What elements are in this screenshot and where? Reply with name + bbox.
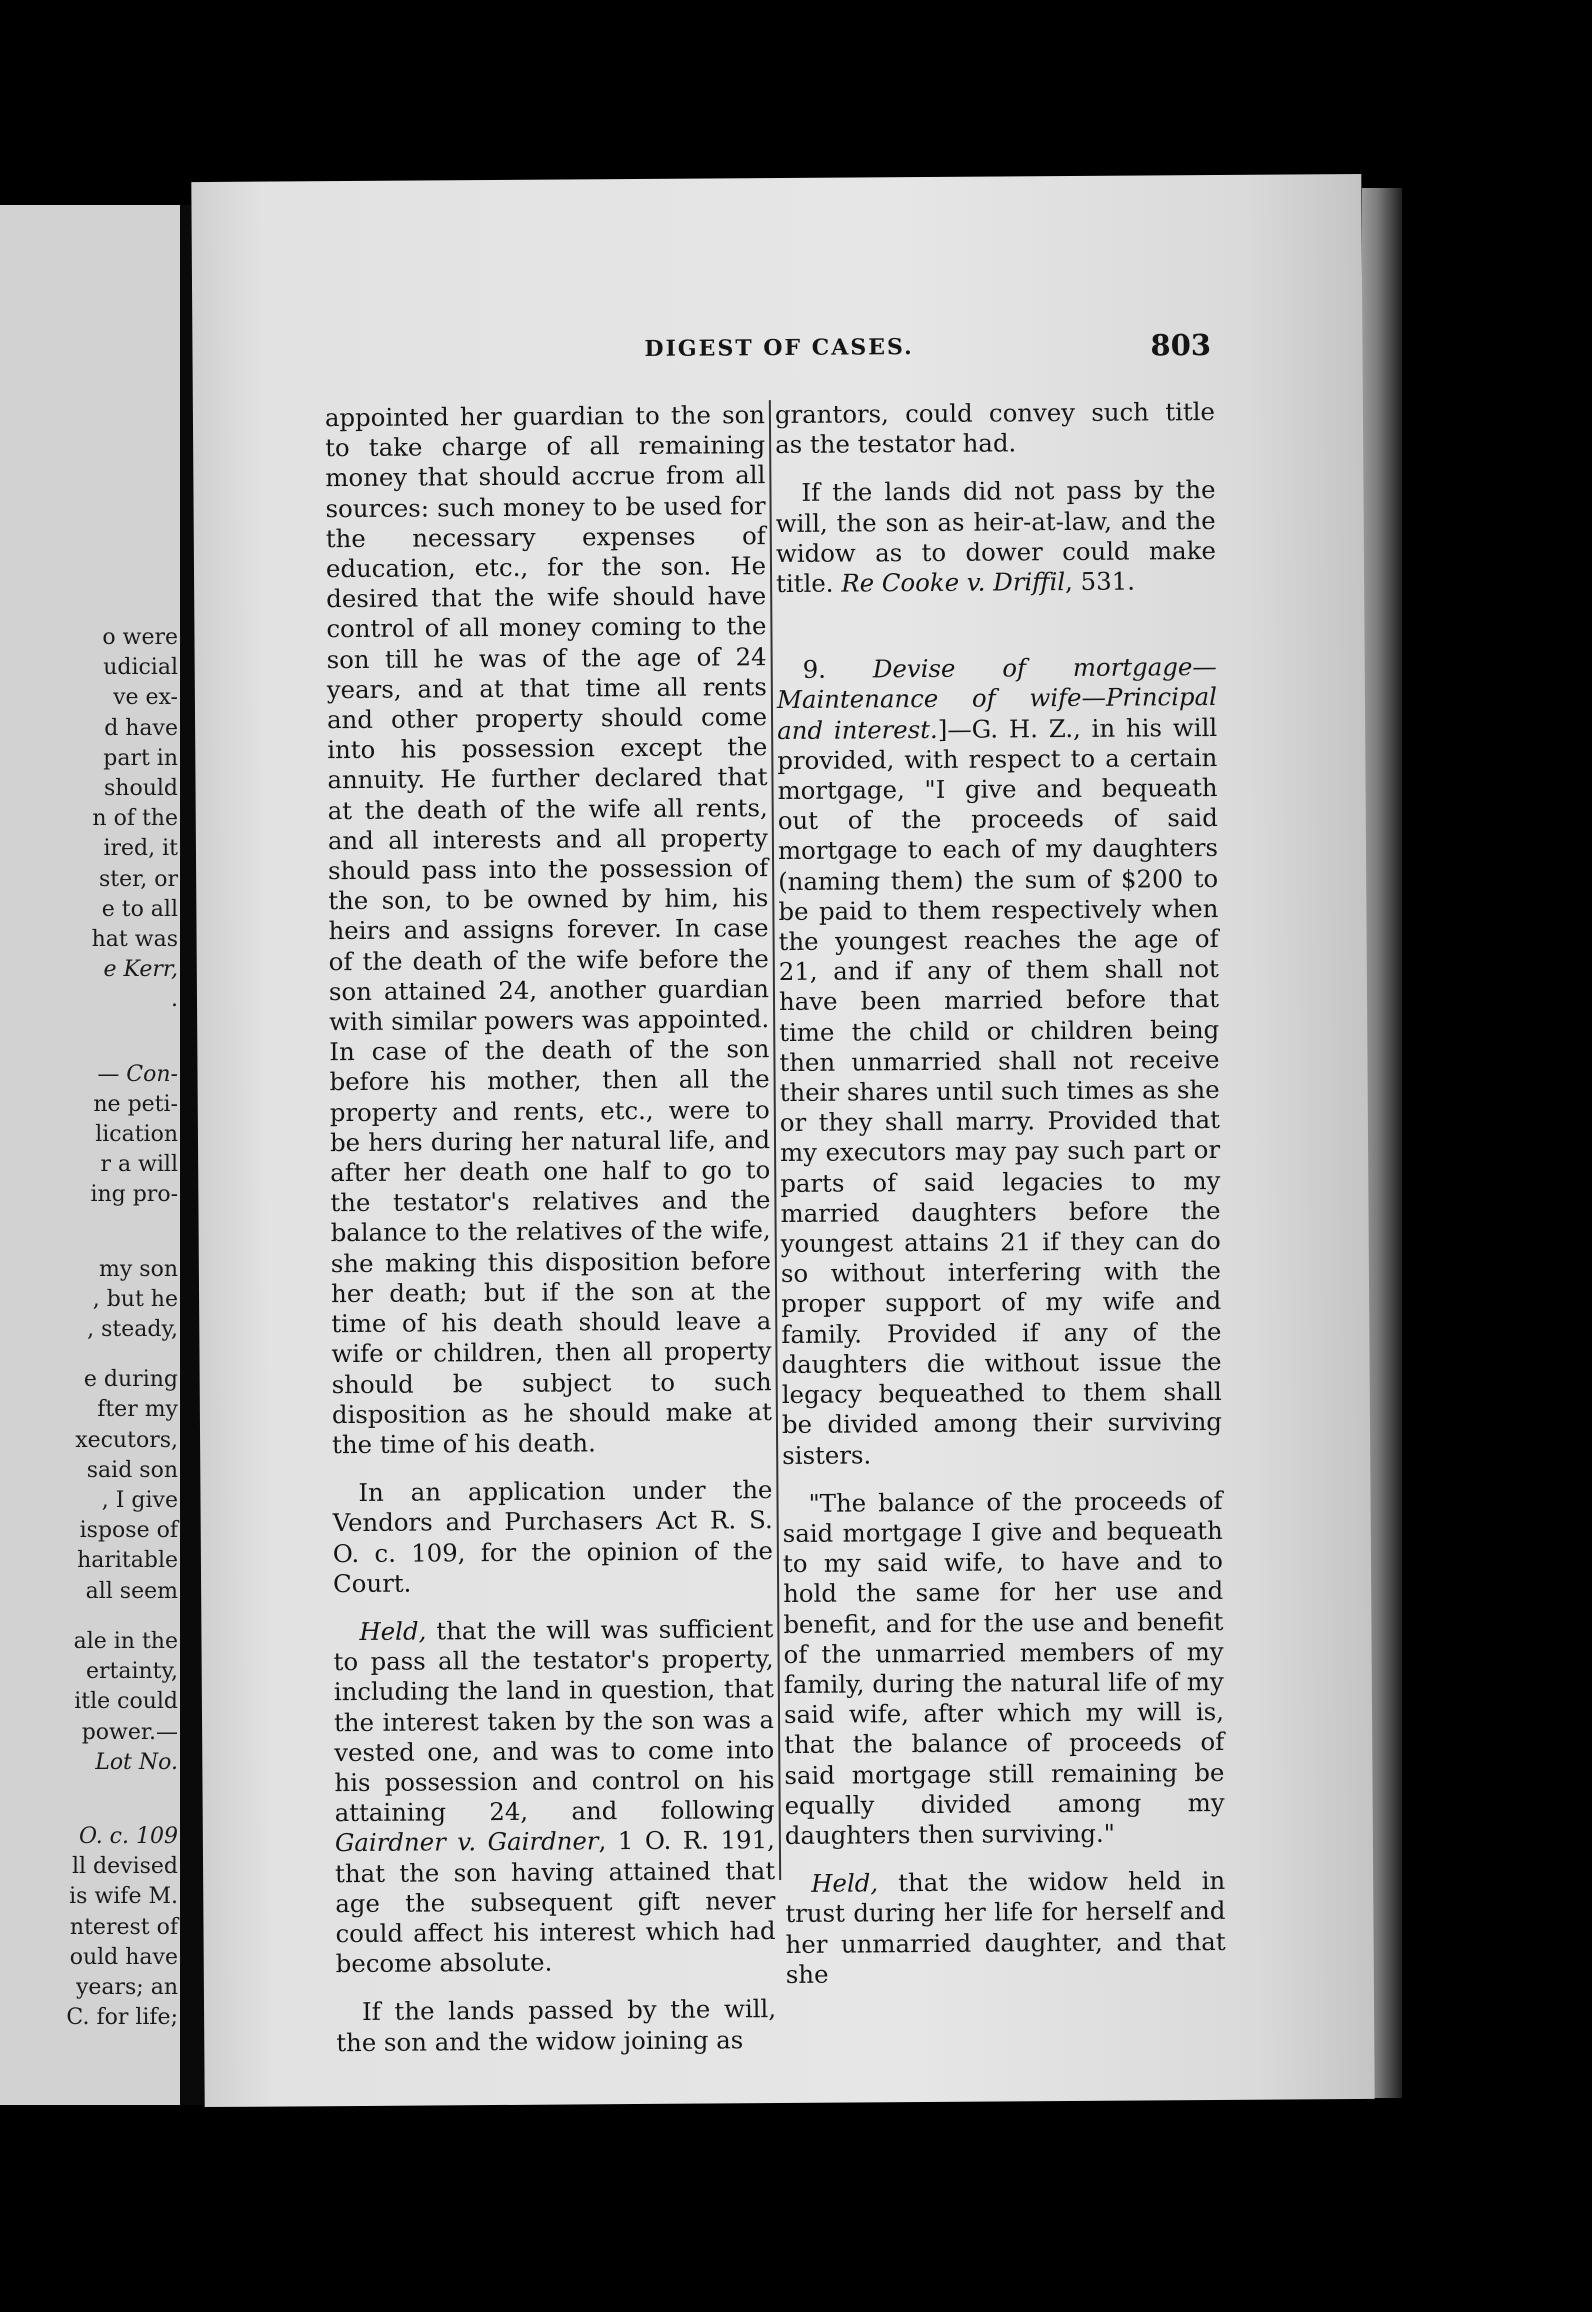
running-title: DIGEST OF CASES. bbox=[644, 334, 914, 362]
left-page-line: , steady, bbox=[87, 1317, 178, 1343]
left-page-line: C. for life; bbox=[66, 2005, 178, 2031]
left-page-line: udicial bbox=[103, 655, 178, 681]
digest-entry-heading: 9. Devise of mortgage—Maintenance of wife—Principal and interest.]—G. H. Z., in his will provided, with respect to a certain mortgage, "I give and bequeath out of the proceeds of said mortgage to each of my daughters (naming them) the sum of $200 to be paid to them respectively when the youngest reaches the age of 21, and if any of them shall not have been married before that time the child or children being then unmarried shall not receive their shares until such times as she or they shall marry. Provided that my executors may pay such part or parts of said legacies to my married daughters before the youngest attains 21 if they can do so without interfering with the proper support of my wife and family. Provided if any of the daughters die without issue the legacy bequeathed to them shall be divided among their surviving sisters. bbox=[776, 652, 1223, 1470]
left-page-line: nterest of bbox=[69, 1914, 178, 1940]
paragraph: Held, that the will was sufficient to pass all the testator's property, including the land in question, that the interest taken by the son was a vested one, and was to come into his possession and control on his attaining 24, and following Gairdner v. Gairdner, 1 O. R. 191, that the son having attained that age the subsequent gift never could affect his interest which had become absolute. bbox=[333, 1614, 776, 1979]
paragraph: In an application under the Vendors and Purchasers Act R. S. O. c. 109, for the opinion of the Court. bbox=[332, 1475, 773, 1598]
left-page-line: r a will bbox=[100, 1152, 178, 1178]
left-page-line: should bbox=[104, 776, 178, 802]
held-label: Held, bbox=[811, 1868, 879, 1898]
left-page-line: my son bbox=[99, 1256, 178, 1282]
left-page-line: ispose of bbox=[79, 1518, 178, 1544]
left-page-line: said son bbox=[86, 1457, 178, 1483]
spacer bbox=[0, 1607, 178, 1627]
paragraph: If the lands passed by the will, the son and the widow joining as bbox=[336, 1994, 777, 2057]
left-page-line: years; an bbox=[75, 1974, 178, 2000]
left-page-line: haritable bbox=[77, 1548, 178, 1574]
spacer bbox=[0, 1345, 178, 1365]
left-page-line: ve ex- bbox=[113, 685, 178, 711]
left-page-line: d have bbox=[104, 715, 178, 741]
paragraph: grantors, could convey such title as the testator had. bbox=[774, 396, 1216, 460]
left-page-line: e Kerr, bbox=[103, 957, 178, 983]
held-label: Held, bbox=[359, 1616, 427, 1646]
left-column bbox=[325, 400, 777, 2058]
left-page-line: part in bbox=[103, 745, 178, 771]
paragraph: "The balance of the proceeds of said mortgage I give and bequeath to my said wife, to have and to hold the same for her use and benefit, and for the use and benefit of the unmarried members of my family, during the natural life of my said wife, after which my will is, that the balance of proceeds of said mortgage still remaining be equally divided among my daughters then surviving." bbox=[782, 1485, 1225, 1850]
left-page-line: O. c. 109 bbox=[78, 1823, 178, 1849]
left-page-line: — Con- bbox=[97, 1061, 178, 1087]
left-page-line: e to all bbox=[101, 896, 178, 922]
left-page-line: ll devised bbox=[71, 1854, 178, 1880]
left-page-line: ertainty, bbox=[85, 1659, 178, 1685]
case-name: Gairdner v. Gairdner bbox=[334, 1826, 599, 1858]
left-page-line: fter my bbox=[97, 1397, 178, 1423]
page-header bbox=[192, 327, 1362, 379]
left-page-line: itle could bbox=[74, 1689, 178, 1715]
left-page-line: power.— bbox=[81, 1719, 178, 1745]
left-page-line: ired, it bbox=[103, 836, 178, 862]
left-page-line: all seem bbox=[85, 1578, 178, 1604]
left-page-line: hat was bbox=[91, 927, 178, 953]
left-page-line: ster, or bbox=[99, 866, 178, 892]
left-page-line: Lot No. bbox=[95, 1749, 178, 1775]
left-page-fragments bbox=[0, 623, 178, 2033]
left-page-line: ould have bbox=[69, 1944, 178, 1970]
paragraph: Held, that the widow held in trust during her life for herself and her unmarried daughter, and that she bbox=[785, 1866, 1226, 1989]
left-page-line: . bbox=[171, 987, 178, 1013]
case-name: Re Cooke v. Driffil bbox=[841, 567, 1066, 598]
main-page bbox=[191, 174, 1374, 2107]
spacer bbox=[0, 1211, 178, 1255]
paragraph: If the lands did not pass by the will, the son as heir-at-law, and the widow as to dower could make title. Re Cooke v. Driffil, 531. bbox=[775, 475, 1216, 599]
left-page-line: lication bbox=[95, 1122, 178, 1148]
left-page-line: n of the bbox=[92, 806, 178, 832]
page-number: 803 bbox=[1150, 327, 1212, 363]
left-page-line: is wife M. bbox=[69, 1884, 178, 1910]
paragraph: appointed her guardian to the son to take charge of all remaining money that should accrue from all sources: such money to be used for the necessary expenses of education, etc., for the son. He desired that the wife should have control of all money coming to the son till he was of the age of 24 years, and at that time all rents and other property should come into his possession except the annuity. He further declared that at the death of the wife all rents, and all interests and all property should pass into the possession of the son, to be owned by him, his heirs and assigns forever. In case of the death of the wife before the son attained 24, another guardian with similar powers was appointed. In case of the death of the son before his mother, then all the property and rents, etc., were to be hers during her natural life, and after her death one half to go to the testator's relatives and the balance to the relatives of the wife, she making this disposition before her death; but if the son at the time of his death should leave a wife or children, then all property should be subject to such disposition as he should make at the time of his death. bbox=[324, 400, 772, 1460]
left-page-line: e during bbox=[83, 1367, 178, 1393]
left-page-line: ing pro- bbox=[90, 1182, 178, 1208]
left-page-line: ale in the bbox=[73, 1628, 178, 1654]
left-page-line: , I give bbox=[101, 1488, 178, 1514]
left-page-line: o were bbox=[102, 625, 178, 650]
right-column bbox=[775, 397, 1226, 1990]
spacer bbox=[0, 1778, 178, 1822]
left-page-line: ne peti- bbox=[93, 1091, 178, 1117]
left-page-line: xecutors, bbox=[75, 1427, 178, 1453]
left-page-line: , but he bbox=[92, 1286, 178, 1312]
spacer bbox=[0, 1016, 178, 1060]
